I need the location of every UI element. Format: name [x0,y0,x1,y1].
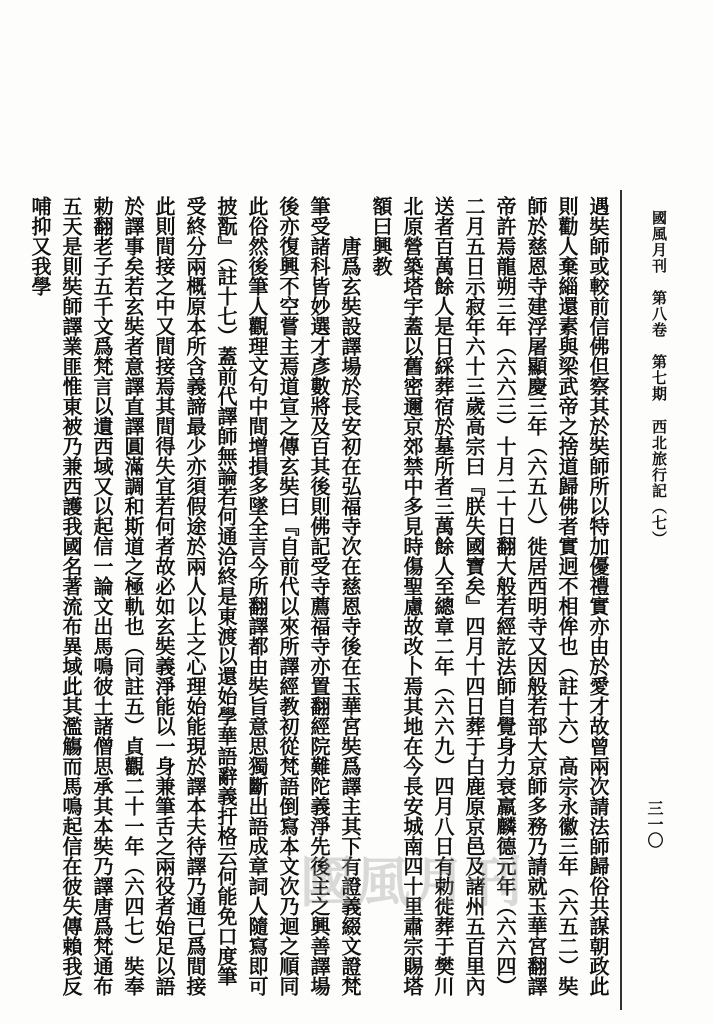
issue-number: 第七期 [650,354,668,403]
watermark-logo: 國風月刊 [300,851,524,914]
paragraph-2: 唐爲玄奘設譯場於長安初在弘福寺次在慈恩寺後在玉華宮奘爲譯主其下有證義綴文證梵筆受諸科皆妙選才彥數將及百其後則佛記受寺薦福寺亦置翻經院難陀義淨先後主之興善譯場後亦復興不空嘗主焉道宣之傳玄奘曰『自前代以來所譯經教初從梵語倒寫本文次乃迴之順同此俗然後筆人觀理文句中間增損多墜全言今所翻譯都由奘旨意思獨斷出語成章詞人隨寫即可披翫』（註十七）蓋前代譯師無論若何通洽終是東渡以還始學華語辭義扞格云何能免口度筆受終分兩概原本所含義諦最少亦須假途於兩人以上之心理始能現於譯本夫待譯乃通已爲間接此則間接之中又間接焉其間得失宜若何者故必如玄奘義淨能以一身兼筆舌之兩役者始足以語於譯事矣若玄奘者意譯直譯圓滿調和斯道之極軌也（同註五）貞觀二十一年（六四七）奘奉勅翻老子五千文爲梵言以遺西域又以起信一論文出馬鳴彼土諸僧思承其本奘乃譯唐爲梵通布五天是則奘師譯業匪惟東被乃兼西護我國名著流布異域此其濫觴而馬鳴起信在彼失傳賴我反哺抑又我學 [28,196,362,996]
article-title: 西北旅行記（七） [650,418,668,547]
journal-title: 國風月刊 [650,210,668,274]
running-header [636,210,670,610]
page-number: 三一〇 [645,800,664,848]
volume-number: 第八卷 [650,290,668,339]
paragraph-1: 遇奘師或較前信佛但察其於奘師所以特加優禮實亦由於愛才故曾兩次請法師歸俗共謀朝政此則勸人棄緇還素與梁武帝之捨道歸佛者實迥不相侔也（註十六）高宗永徽三年（六五二）奘師於慈恩寺建浮屠顯慶三年（六五八）徙居西明寺又因般若部大京師多務乃請就玉華宮翻譯帝許焉龍朔三年（六六三）十月二十日翻大般若經訖法師自覺身力衰羸麟德元年（六六四）二月五日示寂年六十三歲高宗曰『朕失國寶矣』四月十四日葬于白鹿原京邑及諸州五百里內送者百萬餘人是日綵葬宿於墓所者三萬餘人至總章二年（六六九）四月八日有勅徙葬于樊川北原營築塔宇蓋以舊密邇京郊禁中多見時傷聖慮故改卜焉其地在今長安城南四十里肅宗賜塔額曰興教 [369,196,610,996]
